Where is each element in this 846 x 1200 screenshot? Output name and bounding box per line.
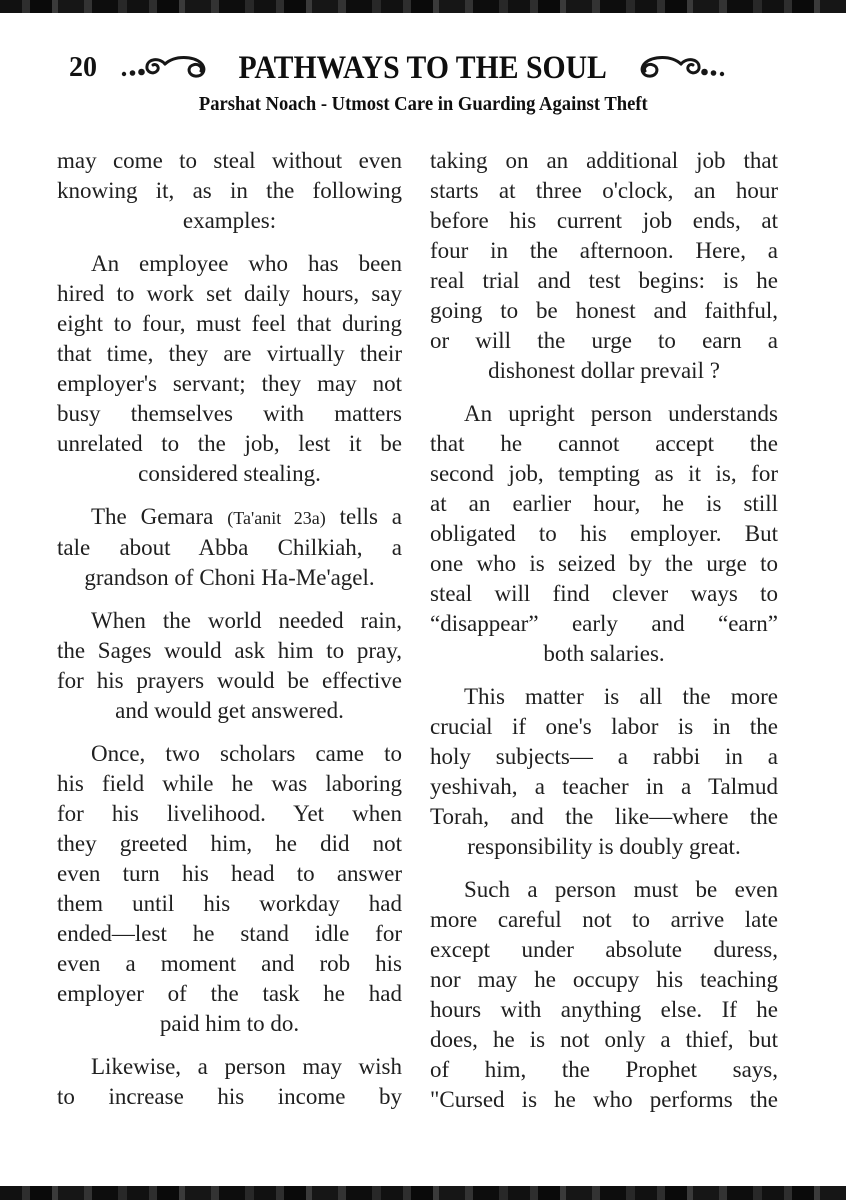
text-line: An upright person understands xyxy=(464,401,778,426)
text-column-right xyxy=(430,146,778,1115)
page-number: 20 xyxy=(69,52,97,83)
paragraph xyxy=(57,606,402,726)
text-line: his field while he was laboring xyxy=(57,771,402,796)
left-flourish-icon xyxy=(119,52,211,84)
text-line: except under absolute duress, xyxy=(430,937,778,962)
text-line: Such a person must be even xyxy=(464,877,778,902)
scan-noise-strip-bottom xyxy=(0,1186,846,1200)
subtitle-row xyxy=(0,92,846,117)
text-segment: The Gemara xyxy=(91,504,228,529)
text-line: does, he is not only a thief, but xyxy=(430,1027,778,1052)
text-line: or will the urge to earn a xyxy=(430,328,778,353)
text-line: that he cannot accept the xyxy=(430,431,778,456)
text-line: paid him to do. xyxy=(159,1011,300,1036)
text-line: examples: xyxy=(182,208,277,233)
text-line: eight to four, must feel that during xyxy=(57,311,402,336)
text-line: holy subjects— a rabbi in a xyxy=(430,744,778,769)
text-line: When the world needed rain, xyxy=(91,608,402,633)
text-line: hours with anything else. If he xyxy=(430,997,778,1022)
text-line: that time, they are virtually their xyxy=(57,341,402,366)
text-line: and would get answered. xyxy=(115,698,344,723)
paragraph xyxy=(430,682,778,862)
text-line: This matter is all the more xyxy=(464,684,778,709)
text-line xyxy=(57,502,402,533)
text-line: Torah, and the like—where the xyxy=(430,804,778,829)
text-line: starts at three o'clock, an hour xyxy=(430,178,778,203)
text-line: An employee who has been xyxy=(91,251,402,276)
text-line: Likewise, a person may wish xyxy=(91,1054,402,1079)
text-segment: tells a xyxy=(325,504,402,529)
text-line: them until his workday had xyxy=(57,891,402,916)
text-line: they greeted him, he did not xyxy=(57,831,402,856)
text-line: going to be honest and faithful, xyxy=(430,298,778,323)
page-title: PATHWAYS TO THE SOUL xyxy=(238,49,608,86)
text-line: four in the afternoon. Here, a xyxy=(430,238,778,263)
text-line: knowing it, as in the following xyxy=(57,178,402,203)
text-line: yeshivah, a teacher in a Talmud xyxy=(430,774,778,799)
text-line: "Cursed is he who performs the xyxy=(430,1087,778,1112)
paragraph xyxy=(57,146,402,236)
citation-reference: (Ta'anit 23a) xyxy=(227,508,326,528)
paragraph xyxy=(57,739,402,1039)
text-line: dishonest dollar prevail ? xyxy=(488,358,720,383)
text-line: tale about Abba Chilkiah, a xyxy=(57,535,402,560)
text-line: both salaries. xyxy=(543,641,665,666)
text-line: more careful not to arrive late xyxy=(430,907,778,932)
page-header xyxy=(0,46,846,90)
text-line: ended—lest he stand idle for xyxy=(57,921,402,946)
text-line: considered stealing. xyxy=(138,461,321,486)
paragraph xyxy=(57,1052,402,1112)
chapter-subtitle: Parshat Noach - Utmost Care in Guarding Against Theft xyxy=(198,93,648,115)
text-line: hired to work set daily hours, say xyxy=(57,281,402,306)
text-line: employer's servant; they may not xyxy=(57,371,402,396)
text-line: real trial and test begins: is he xyxy=(430,268,778,293)
text-line: for his livelihood. Yet when xyxy=(57,801,402,826)
text-line: even a moment and rob his xyxy=(57,951,402,976)
text-line: the Sages would ask him to pray, xyxy=(57,638,402,663)
text-line: for his prayers would be effective xyxy=(57,668,402,693)
text-line: of him, the Prophet says, xyxy=(430,1057,778,1082)
text-line: to increase his income by xyxy=(57,1084,402,1109)
right-flourish-icon xyxy=(635,52,727,84)
text-line: obligated to his employer. But xyxy=(430,521,778,546)
paragraph xyxy=(430,875,778,1115)
text-line: responsibility is doubly great. xyxy=(467,834,741,859)
text-line: even turn his head to answer xyxy=(57,861,402,886)
text-line: second job, tempting as it is, for xyxy=(430,461,778,486)
text-line: before his current job ends, at xyxy=(430,208,778,233)
text-line: “disappear” early and “earn” xyxy=(430,611,778,636)
body-text xyxy=(57,146,778,1115)
text-line: one who is seized by the urge to xyxy=(430,551,778,576)
text-line: unrelated to the job, lest it be xyxy=(57,431,402,456)
text-line: grandson of Choni Ha-Me'agel. xyxy=(84,565,375,590)
text-column-left xyxy=(57,146,402,1115)
text-line: Once, two scholars came to xyxy=(91,741,402,766)
text-line: may come to steal without even xyxy=(57,148,402,173)
scan-noise-strip-top xyxy=(0,0,846,13)
text-line: crucial if one's labor is in the xyxy=(430,714,778,739)
text-line: employer of the task he had xyxy=(57,981,402,1006)
text-line: at an earlier hour, he is still xyxy=(430,491,778,516)
paragraph xyxy=(430,399,778,669)
text-line: steal will find clever ways to xyxy=(430,581,778,606)
paragraph xyxy=(430,146,778,386)
text-line: taking on an additional job that xyxy=(430,148,778,173)
paragraph xyxy=(57,249,402,489)
text-line: nor may he occupy his teaching xyxy=(430,967,778,992)
text-line: busy themselves with matters xyxy=(57,401,402,426)
paragraph xyxy=(57,502,402,593)
